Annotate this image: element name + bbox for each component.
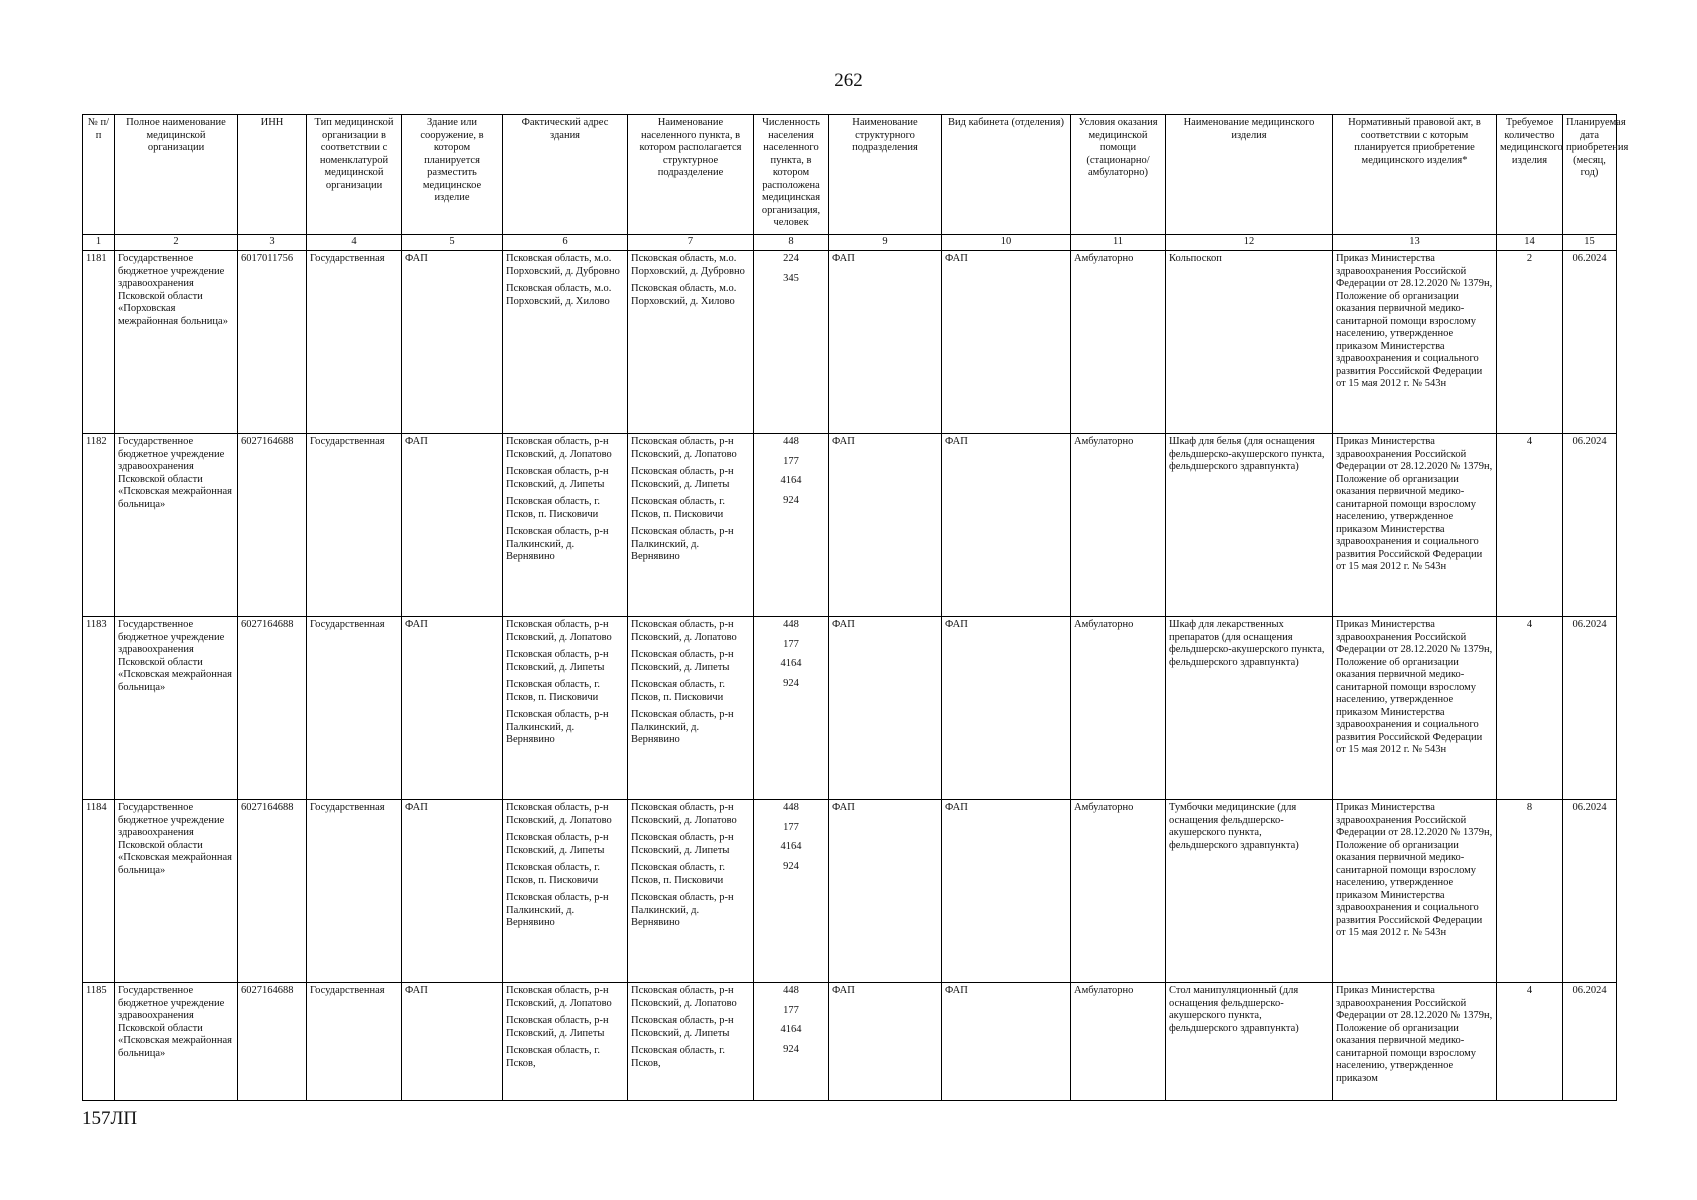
address-item: Псковская область, р-н Псковский, д. Липеты	[506, 1015, 609, 1039]
page-number: 262	[834, 70, 863, 91]
population-item: 448	[783, 436, 799, 447]
cabinet-type: ФАП	[942, 434, 1071, 617]
organization-type: Государственная	[307, 800, 402, 983]
row-number: 1185	[83, 983, 115, 1101]
column-number: 7	[628, 235, 754, 251]
settlement-name	[628, 251, 754, 434]
table-row	[83, 983, 1617, 1101]
address-item: Псковская область, р-н Палкинский, д. Вернявино	[506, 526, 609, 562]
settlement-name	[628, 434, 754, 617]
settlement-item: Псковская область, р-н Палкинский, д. Вернявино	[631, 709, 734, 745]
settlement-item: Псковская область, м.о. Порховский, д. Хилово	[631, 283, 737, 307]
population-item: 177	[783, 1004, 799, 1016]
cabinet-type: ФАП	[942, 983, 1071, 1101]
planned-date: 06.2024	[1563, 251, 1617, 434]
structural-unit: ФАП	[829, 983, 942, 1101]
legal-act: Приказ Министерства здравоохранения Российской Федерации от 28.12.2020 № 1379н, Положение об организации оказания первичной медико-санитарной помощи взрослому населению, утвержденное приказом	[1333, 983, 1497, 1101]
settlement-item: Псковская область, р-н Псковский, д. Лопатово	[631, 802, 737, 826]
population-item: 4164	[780, 1024, 802, 1035]
header-cell: Нормативный правовой акт, в соответствии с которым планируется приобретение медицинского изделия*	[1333, 115, 1497, 235]
population-item: 4164	[780, 658, 802, 669]
column-number: 15	[1563, 235, 1617, 251]
structural-unit: ФАП	[829, 434, 942, 617]
row-number: 1183	[83, 617, 115, 800]
actual-address	[503, 434, 628, 617]
population	[754, 434, 829, 617]
medical-device-name: Тумбочки медицинские (для оснащения фельдшерско-акушерского пункта, фельдшерского здравпункта)	[1166, 800, 1333, 983]
column-number: 12	[1166, 235, 1333, 251]
building-type: ФАП	[402, 983, 503, 1101]
building-type: ФАП	[402, 434, 503, 617]
population-item: 924	[783, 860, 799, 872]
header-cell: Наименование структурного подразделения	[829, 115, 942, 235]
address-item: Псковская область, р-н Псковский, д. Липеты	[506, 649, 609, 673]
building-type: ФАП	[402, 617, 503, 800]
column-number: 14	[1497, 235, 1563, 251]
medical-device-name: Кольпоскоп	[1166, 251, 1333, 434]
population-item: 448	[783, 802, 799, 813]
medical-device-name: Шкаф для лекарственных препаратов (для оснащения фельдшерско-акушерского пункта, фельдшерского здравпункта)	[1166, 617, 1333, 800]
settlement-item: Псковская область, г. Псков, п. Писковичи	[631, 496, 725, 520]
population-item: 177	[783, 455, 799, 467]
structural-unit: ФАП	[829, 800, 942, 983]
settlement-item: Псковская область, р-н Псковский, д. Лопатово	[631, 985, 737, 1009]
column-number: 2	[115, 235, 238, 251]
header-cell: Тип медицинской организации в соответствии с номенклатурой медицинской организации	[307, 115, 402, 235]
header-cell: Наименование медицинского изделия	[1166, 115, 1333, 235]
column-number: 10	[942, 235, 1071, 251]
actual-address	[503, 800, 628, 983]
population-item: 924	[783, 1043, 799, 1055]
required-quantity: 2	[1497, 251, 1563, 434]
organization-name: Государственное бюджетное учреждение здравоохранения Псковской области «Псковская межрайонная больница»	[115, 800, 238, 983]
header-cell: Численность населения населенного пункта, в котором расположена медицинская организация, человек	[754, 115, 829, 235]
inn-value: 6017011756	[238, 251, 307, 434]
planned-date: 06.2024	[1563, 800, 1617, 983]
settlement-item: Псковская область, г. Псков, п. Писковичи	[631, 679, 725, 703]
organization-name: Государственное бюджетное учреждение здравоохранения Псковской области «Порховская межрайонная больница»	[115, 251, 238, 434]
cabinet-type: ФАП	[942, 251, 1071, 434]
settlement-item: Псковская область, г. Псков, п. Писковичи	[631, 862, 725, 886]
inn-value: 6027164688	[238, 617, 307, 800]
column-number-row	[83, 235, 1617, 251]
row-number: 1184	[83, 800, 115, 983]
address-item: Псковская область, р-н Палкинский, д. Вернявино	[506, 709, 609, 745]
care-conditions: Амбулаторно	[1071, 251, 1166, 434]
actual-address	[503, 617, 628, 800]
population-item: 224	[783, 253, 799, 264]
header-cell: № п/п	[83, 115, 115, 235]
header-row	[83, 115, 1617, 235]
address-item: Псковская область, м.о. Порховский, д. Дубровно	[506, 253, 620, 277]
population-item: 448	[783, 985, 799, 996]
required-quantity: 4	[1497, 617, 1563, 800]
row-number: 1181	[83, 251, 115, 434]
organization-type: Государственная	[307, 983, 402, 1101]
column-number: 8	[754, 235, 829, 251]
address-item: Псковская область, г. Псков,	[506, 1045, 600, 1069]
care-conditions: Амбулаторно	[1071, 983, 1166, 1101]
address-item: Псковская область, р-н Псковский, д. Лопатово	[506, 436, 612, 460]
organization-type: Государственная	[307, 434, 402, 617]
column-number: 3	[238, 235, 307, 251]
population-item: 924	[783, 677, 799, 689]
address-item: Псковская область, р-н Псковский, д. Лопатово	[506, 985, 612, 1009]
required-quantity: 4	[1497, 434, 1563, 617]
column-number: 11	[1071, 235, 1166, 251]
legal-act: Приказ Министерства здравоохранения Российской Федерации от 28.12.2020 № 1379н, Положение об организации оказания первичной медико-санитарной помощи взрослому населению, утвержденное приказом Министерства здравоохранения и социального развития Российской Федерации от 15 мая 2012 г. № 543н	[1333, 251, 1497, 434]
address-item: Псковская область, г. Псков, п. Писковичи	[506, 496, 600, 520]
address-item: Псковская область, р-н Палкинский, д. Вернявино	[506, 892, 609, 928]
column-number: 4	[307, 235, 402, 251]
address-item: Псковская область, г. Псков, п. Писковичи	[506, 679, 600, 703]
header-cell: Планируемая дата приобретения (месяц, год)	[1563, 115, 1617, 235]
care-conditions: Амбулаторно	[1071, 434, 1166, 617]
column-number: 5	[402, 235, 503, 251]
actual-address	[503, 251, 628, 434]
address-item: Псковская область, р-н Псковский, д. Липеты	[506, 466, 609, 490]
settlement-item: Псковская область, р-н Псковский, д. Липеты	[631, 466, 734, 490]
organization-name: Государственное бюджетное учреждение здравоохранения Псковской области «Псковская межрайонная больница»	[115, 617, 238, 800]
structural-unit: ФАП	[829, 617, 942, 800]
care-conditions: Амбулаторно	[1071, 800, 1166, 983]
settlement-item: Псковская область, р-н Палкинский, д. Вернявино	[631, 892, 734, 928]
organization-type: Государственная	[307, 617, 402, 800]
structural-unit: ФАП	[829, 251, 942, 434]
cabinet-type: ФАП	[942, 800, 1071, 983]
inn-value: 6027164688	[238, 800, 307, 983]
document-code: 157ЛП	[82, 1108, 138, 1129]
inn-value: 6027164688	[238, 983, 307, 1101]
population-item: 924	[783, 494, 799, 506]
medical-device-name: Шкаф для белья (для оснащения фельдшерско-акушерского пункта, фельдшерского здравпункта)	[1166, 434, 1333, 617]
column-number: 9	[829, 235, 942, 251]
table-row	[83, 251, 1617, 434]
actual-address	[503, 983, 628, 1101]
column-number: 13	[1333, 235, 1497, 251]
settlement-name	[628, 983, 754, 1101]
care-conditions: Амбулаторно	[1071, 617, 1166, 800]
planned-date: 06.2024	[1563, 617, 1617, 800]
inn-value: 6027164688	[238, 434, 307, 617]
population	[754, 800, 829, 983]
legal-act: Приказ Министерства здравоохранения Российской Федерации от 28.12.2020 № 1379н, Положение об организации оказания первичной медико-санитарной помощи взрослому населению, утвержденное приказом Министерства здравоохранения и социального развития Российской Федерации от 15 мая 2012 г. № 543н	[1333, 434, 1497, 617]
table-row	[83, 800, 1617, 983]
planned-date: 06.2024	[1563, 434, 1617, 617]
header-cell: Наименование населенного пункта, в котором располагается структурное подразделение	[628, 115, 754, 235]
organization-name: Государственное бюджетное учреждение здравоохранения Псковской области «Псковская межрайонная больница»	[115, 983, 238, 1101]
building-type: ФАП	[402, 800, 503, 983]
header-cell: Требуемое количество медицинского изделия	[1497, 115, 1563, 235]
population-item: 4164	[780, 841, 802, 852]
equipment-table	[82, 114, 1629, 1101]
settlement-item: Псковская область, р-н Псковский, д. Липеты	[631, 649, 734, 673]
settlement-item: Псковская область, р-н Псковский, д. Липеты	[631, 1015, 734, 1039]
required-quantity: 8	[1497, 800, 1563, 983]
header-cell: Фактический адрес здания	[503, 115, 628, 235]
population	[754, 617, 829, 800]
header-cell: Вид кабинета (отделения)	[942, 115, 1071, 235]
address-item: Псковская область, г. Псков, п. Писковичи	[506, 862, 600, 886]
population	[754, 251, 829, 434]
settlement-item: Псковская область, м.о. Порховский, д. Дубровно	[631, 253, 745, 277]
organization-name: Государственное бюджетное учреждение здравоохранения Псковской области «Псковская межрайонная больница»	[115, 434, 238, 617]
column-number: 6	[503, 235, 628, 251]
header-cell: Полное наименование медицинской организации	[115, 115, 238, 235]
header-cell: Здание или сооружение, в котором планируется разместить медицинское изделие	[402, 115, 503, 235]
settlement-item: Псковская область, р-н Псковский, д. Лопатово	[631, 619, 737, 643]
legal-act: Приказ Министерства здравоохранения Российской Федерации от 28.12.2020 № 1379н, Положение об организации оказания первичной медико-санитарной помощи взрослому населению, утвержденное приказом Министерства здравоохранения и социального развития Российской Федерации от 15 мая 2012 г. № 543н	[1333, 800, 1497, 983]
population-item: 345	[783, 272, 799, 284]
cabinet-type: ФАП	[942, 617, 1071, 800]
table-row	[83, 617, 1617, 800]
building-type: ФАП	[402, 251, 503, 434]
settlement-item: Псковская область, р-н Псковский, д. Липеты	[631, 832, 734, 856]
settlement-item: Псковская область, р-н Псковский, д. Лопатово	[631, 436, 737, 460]
table-row	[83, 434, 1617, 617]
address-item: Псковская область, м.о. Порховский, д. Хилово	[506, 283, 612, 307]
population-item: 177	[783, 821, 799, 833]
population	[754, 983, 829, 1101]
population-item: 4164	[780, 475, 802, 486]
address-item: Псковская область, р-н Псковский, д. Лопатово	[506, 802, 612, 826]
header-cell: ИНН	[238, 115, 307, 235]
address-item: Псковская область, р-н Псковский, д. Лопатово	[506, 619, 612, 643]
medical-device-name: Стол манипуляционный (для оснащения фельдшерско-акушерского пункта, фельдшерского здравпункта)	[1166, 983, 1333, 1101]
settlement-item: Псковская область, р-н Палкинский, д. Вернявино	[631, 526, 734, 562]
population-item: 448	[783, 619, 799, 630]
settlement-name	[628, 617, 754, 800]
required-quantity: 4	[1497, 983, 1563, 1101]
column-number: 1	[83, 235, 115, 251]
population-item: 177	[783, 638, 799, 650]
organization-type: Государственная	[307, 251, 402, 434]
address-item: Псковская область, р-н Псковский, д. Липеты	[506, 832, 609, 856]
header-cell: Условия оказания медицинской помощи (стационарно/ амбулаторно)	[1071, 115, 1166, 235]
settlement-item: Псковская область, г. Псков,	[631, 1045, 725, 1069]
planned-date: 06.2024	[1563, 983, 1617, 1101]
legal-act: Приказ Министерства здравоохранения Российской Федерации от 28.12.2020 № 1379н, Положение об организации оказания первичной медико-санитарной помощи взрослому населению, утвержденное приказом Министерства здравоохранения и социального развития Российской Федерации от 15 мая 2012 г. № 543н	[1333, 617, 1497, 800]
row-number: 1182	[83, 434, 115, 617]
settlement-name	[628, 800, 754, 983]
